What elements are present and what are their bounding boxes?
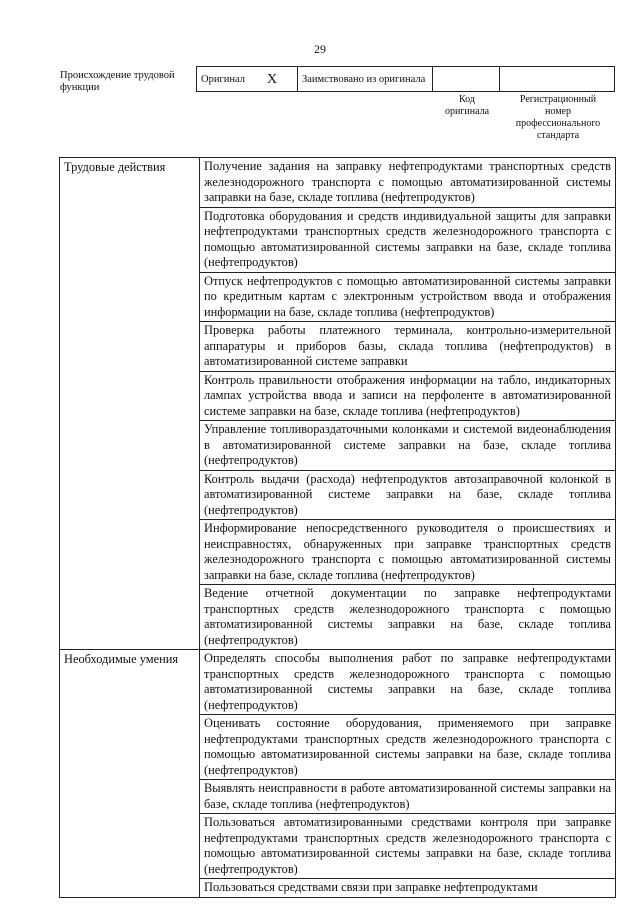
item-cell: Отпуск нефтепродуктов с помощью автоматизированной системы заправки по кредитным картам с электронным устройством ввода и отображения информации на базе, складе топлива (нефтепродуктов) <box>200 272 616 322</box>
borrowed-cell <box>298 67 433 92</box>
original-mark: X <box>267 72 278 87</box>
item-cell: Получение задания на заправку нефтепродуктами транспортных средств железнодорожного транспорта с помощью автоматизированной системы заправки на базе, складе топлива (нефтепродуктов) <box>200 158 616 208</box>
item-cell: Проверка работы платежного терминала, контрольно-измерительной аппаратуры и приборов базы, склада топлива (нефтепродуктов) в автоматизированной системе заправки <box>200 322 616 372</box>
borrowed-label: Заимствовано из оригинала <box>302 73 426 85</box>
item-cell: Оценивать состояние оборудования, применяемого при заправке нефтепродуктами транспортных средств железнодорожного транспорта с помощью автоматизированной системы заправки на базе, складе топлива (нефтепродуктов) <box>200 715 616 780</box>
item-cell: Выявлять неисправности в работе автоматизированной системы заправки на базе, складе топлива (нефтепродуктов) <box>200 780 616 814</box>
original-cell <box>197 67 298 92</box>
table-row <box>60 650 616 715</box>
origin-table <box>196 66 615 92</box>
item-cell: Контроль выдачи (расхода) нефтепродуктов автозаправочной колонкой в автоматизированной системе заправки на базе, складе топлива (нефтепродуктов) <box>200 470 616 520</box>
item-cell: Пользоваться средствами связи при заправке нефтепродуктами <box>200 879 616 898</box>
item-cell: Ведение отчетной документации по заправке нефтепродуктами транспортных средств железнодорожного транспорта с помощью автоматизированной системы заправки на базе, складе топлива (нефтепродуктов) <box>200 585 616 650</box>
table-row <box>60 158 616 208</box>
item-cell: Контроль правильности отображения информации на табло, индикаторных лампах устройства ввода и записи на перфоленте в автоматизированной системе заправки на базе, складе топлива (нефтепродуктов) <box>200 371 616 421</box>
item-cell: Подготовка оборудования и средств индивидуальной защиты для заправки нефтепродуктами транспортных средств железнодорожного транспорта с помощью автоматизированной системы заправки на базе, складе топлива (нефтепродуктов) <box>200 207 616 272</box>
functions-table <box>59 157 616 898</box>
category-cell: Трудовые действия <box>60 158 200 650</box>
code-original-caption: Код оригинала <box>444 94 490 117</box>
category-cell: Необходимые умения <box>60 650 200 898</box>
item-cell: Информирование непосредственного руководителя о происшествиях и неисправностях, обнаруженных при заправке транспортных средств железнодорожного транспорта с помощью автоматизированной системы заправки на базе, складе топлива (нефтепродуктов) <box>200 520 616 585</box>
item-cell: Пользоваться автоматизированными средствами контроля при заправке нефтепродуктами транспортных средств железнодорожного транспорта с помощью автоматизированной системы заправки на базе, складе топлива (нефтепродуктов) <box>200 814 616 879</box>
page-number: 29 <box>314 42 326 56</box>
item-cell: Определять способы выполнения работ по заправке нефтепродуктами транспортных средств железнодорожного транспорта с помощью автоматизированной системы заправки на базе, складе топлива (нефтепродуктов) <box>200 650 616 715</box>
reg-number-caption: Регистрационный номер профессионального стандарта <box>515 94 601 141</box>
origin-label: Происхождение трудовой функции <box>60 70 175 93</box>
code-cell <box>433 67 500 92</box>
original-label: Оригинал <box>201 73 245 85</box>
item-cell: Управление топливораздаточными колонками и системой видеонаблюдения в автоматизированной системе заправки на базе, складе топлива (нефтепродуктов) <box>200 421 616 471</box>
reg-cell <box>500 67 615 92</box>
